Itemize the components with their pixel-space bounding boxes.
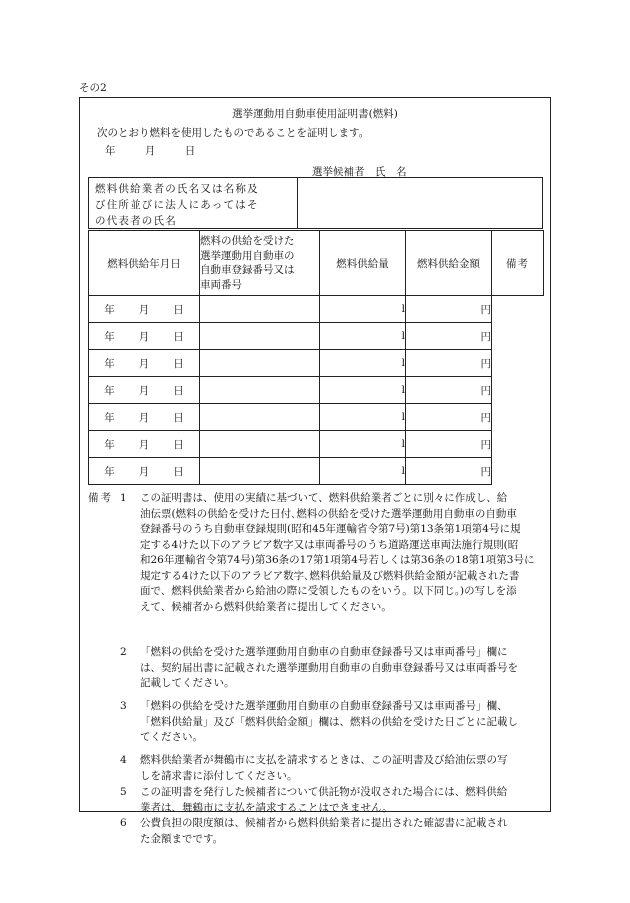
supply-date-cell[interactable]	[89, 431, 200, 458]
note-text-line: 登録番号のうち自動車登録規則(昭和45年運輸省令第7号)第13条第1項第4号に規	[140, 523, 521, 535]
header-vehicle-line: 自動車登録番号又は	[200, 264, 295, 276]
year-label: 年	[104, 384, 115, 397]
yen-unit: 円	[480, 357, 491, 370]
fuel-price-cell[interactable]	[406, 431, 492, 458]
fuel-supply-table	[88, 230, 544, 485]
fuel-price-cell[interactable]	[406, 350, 492, 377]
note-text-line: は、契約届出書に記載された選挙運動用自動車の自動車登録番号又は車両番号を	[140, 661, 518, 674]
day-label: 日	[173, 465, 184, 478]
header-remarks: 備考	[492, 231, 544, 296]
supplier-name-field[interactable]	[298, 178, 542, 228]
supply-date-cell[interactable]	[89, 377, 200, 404]
header-vehicle-line: 車両番号	[200, 278, 242, 291]
note-text-line: 和26年運輸省令第74号)第36条の17第1項第4号若しくは第36条の18第1項第3号に	[140, 554, 535, 566]
month-label: 月	[138, 303, 150, 316]
certificate-form	[79, 97, 551, 845]
note-text-line: 燃料供給業者が舞鶴市に支払を請求するときは、この証明書及び給油伝票の写	[140, 754, 508, 766]
yen-unit: 円	[480, 411, 491, 424]
year-label: 年	[105, 145, 116, 157]
month-label: 月	[138, 465, 150, 478]
note-text-line: 「燃料の供給を受けた選挙運動用自動車の自動車登録番号又は車両番号」欄、	[140, 700, 508, 712]
table-row	[89, 431, 544, 458]
table-row	[89, 458, 544, 485]
note-text-line: この証明書は、使用の実績に基づいて、燃料供給業者ごとに別々に作成し、給	[140, 492, 508, 504]
year-label: 年	[104, 357, 115, 370]
supplier-label-line: 燃料供給業者の氏名又は名称及	[95, 183, 259, 195]
header-vehicle-number	[200, 231, 320, 296]
vehicle-number-cell[interactable]	[200, 323, 320, 350]
month-label: 月	[138, 438, 150, 451]
fuel-amount-cell[interactable]	[320, 296, 406, 323]
note-text-line: 記載してください。	[140, 677, 235, 689]
note-item	[120, 816, 544, 847]
note-number: 3	[120, 700, 127, 712]
table-row	[89, 350, 544, 377]
note-text-line: てください。	[140, 731, 203, 743]
day-label: 日	[184, 145, 196, 157]
fuel-amount-cell[interactable]	[320, 404, 406, 431]
note-text-line: 油伝票(燃料の供給を受けた日付､燃料の供給を受けた選挙運動用自動車の自動車	[140, 507, 517, 520]
day-label: 日	[173, 357, 184, 370]
day-label: 日	[173, 330, 184, 343]
supplier-label	[89, 178, 298, 228]
fuel-price-cell[interactable]	[406, 458, 492, 485]
month-label: 月	[138, 411, 150, 424]
note-number: 5	[120, 786, 127, 798]
table-row	[89, 323, 544, 350]
fuel-amount-cell[interactable]	[320, 431, 406, 458]
month-label: 月	[138, 330, 150, 343]
supplier-label-line: び住所並びに法人にあってはそ	[95, 199, 259, 211]
page-label: その2	[79, 82, 107, 94]
day-label: 日	[173, 303, 184, 316]
certification-statement: 次のとおり燃料を使用したものであることを証明します。	[97, 127, 370, 139]
year-label: 年	[104, 465, 115, 478]
header-supply-date: 燃料供給年月日	[89, 231, 200, 296]
day-label: 日	[173, 411, 184, 424]
month-label: 月	[138, 384, 150, 397]
vehicle-number-cell[interactable]	[200, 404, 320, 431]
liter-unit: l	[401, 384, 405, 396]
yen-unit: 円	[480, 438, 491, 451]
vehicle-number-cell[interactable]	[200, 458, 320, 485]
supply-date-cell[interactable]	[89, 296, 200, 323]
header-vehicle-line: 燃料の供給を受けた	[200, 235, 295, 247]
supply-date-cell[interactable]	[89, 404, 200, 431]
fuel-amount-cell[interactable]	[320, 458, 406, 485]
liter-unit: l	[401, 465, 405, 477]
day-label: 日	[173, 438, 184, 451]
note-item	[120, 645, 544, 692]
note-text-line: 定する4けた以下のアラビア数字又は車両番号のうち道路運送車両法施行規則(昭	[140, 538, 519, 551]
liter-unit: l	[401, 411, 405, 423]
fuel-amount-cell[interactable]	[320, 377, 406, 404]
note-item	[120, 491, 544, 615]
table-header-row	[89, 231, 544, 296]
fuel-price-cell[interactable]	[406, 323, 492, 350]
yen-unit: 円	[480, 384, 491, 397]
year-label: 年	[104, 330, 115, 343]
note-text-line: 業者は、舞鶴市に支払を請求することはできません。	[140, 801, 393, 814]
notes-heading: 備考	[88, 492, 113, 504]
year-label: 年	[104, 438, 115, 451]
yen-unit: 円	[480, 303, 491, 316]
header-vehicle-line: 選挙運動用自動車の	[200, 249, 295, 262]
liter-unit: l	[401, 303, 405, 315]
header-fuel-amount: 燃料供給量	[320, 231, 406, 296]
vehicle-number-cell[interactable]	[200, 377, 320, 404]
fuel-price-cell[interactable]	[406, 377, 492, 404]
year-label: 年	[104, 411, 115, 424]
fuel-price-cell[interactable]	[406, 404, 492, 431]
note-text-line: 「燃料供給量」及び「燃料供給金額」欄は、燃料の供給を受けた日ごとに記載し	[140, 715, 518, 728]
supplier-section	[88, 177, 543, 229]
supplier-label-line: の代表者の氏名	[95, 215, 177, 227]
month-label: 月	[144, 145, 156, 157]
fuel-amount-cell[interactable]	[320, 350, 406, 377]
liter-unit: l	[401, 357, 405, 369]
year-label: 年	[104, 303, 115, 316]
note-text-line: しを請求書に添付してください。	[140, 769, 298, 782]
candidate-name-label: 選挙候補者 氏 名	[312, 166, 407, 178]
table-row	[89, 404, 544, 431]
note-number: 2	[120, 646, 127, 658]
note-item	[120, 753, 544, 784]
note-number: 4	[120, 754, 127, 766]
day-label: 日	[173, 384, 184, 397]
note-item	[120, 699, 544, 746]
fuel-price-cell[interactable]	[406, 296, 492, 323]
note-text-line: た金額までです。	[140, 832, 224, 845]
vehicle-number-cell[interactable]	[200, 431, 320, 458]
table-row	[89, 296, 544, 323]
vehicle-number-cell[interactable]	[200, 350, 320, 377]
yen-unit: 円	[480, 330, 491, 343]
issue-date	[105, 143, 195, 158]
liter-unit: l	[401, 330, 405, 342]
supply-date-cell[interactable]	[89, 458, 200, 485]
table-row	[89, 377, 544, 404]
note-text-line: 公費負担の限度額は、候補者から燃料供給業者に提出された確認書に記載され	[140, 817, 508, 829]
month-label: 月	[138, 357, 150, 370]
note-text-line: えて、候補者から燃料供給業者に提出してください。	[140, 600, 392, 613]
note-text-line: 「燃料の供給を受けた選挙運動用自動車の自動車登録番号又は車両番号」欄に	[140, 646, 508, 658]
yen-unit: 円	[480, 465, 491, 478]
note-text-line: 規定する4けた以下のアラビア数字､燃料供給量及び燃料供給金額が記載された書	[140, 569, 520, 582]
supply-date-cell[interactable]	[89, 323, 200, 350]
liter-unit: l	[401, 438, 405, 450]
header-fuel-price: 燃料供給金額	[406, 231, 492, 296]
vehicle-number-cell[interactable]	[200, 296, 320, 323]
note-text-line: 面で、燃料供給業者から給油の際に受領したものをいう。以下同じ。)の写しを添	[140, 585, 517, 597]
fuel-amount-cell[interactable]	[320, 323, 406, 350]
note-item	[120, 785, 544, 816]
form-title: 選挙運動用自動車使用証明書(燃料)	[232, 108, 398, 120]
note-number: 1	[120, 492, 127, 504]
supply-date-cell[interactable]	[89, 350, 200, 377]
note-number: 6	[120, 817, 127, 829]
note-text-line: この証明書を発行した候補者について供託物が没収された場合には、燃料供給	[140, 786, 508, 798]
